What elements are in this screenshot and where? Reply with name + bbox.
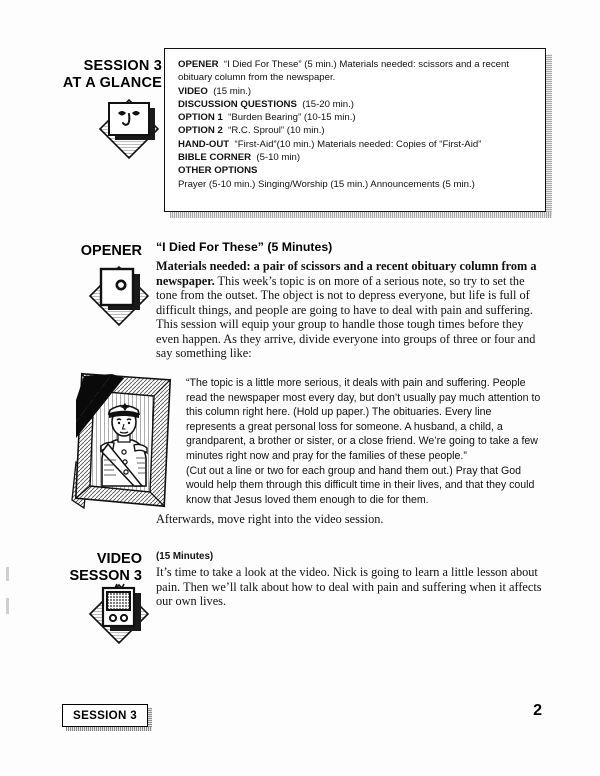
at-a-glance-item-label: OPTION 2	[178, 125, 223, 137]
at-a-glance-item	[178, 111, 536, 124]
at-a-glance-item	[178, 164, 536, 177]
at-a-glance-list	[178, 58, 536, 191]
at-a-glance-item	[178, 178, 536, 191]
at-a-glance-item-label: OPENER	[178, 59, 219, 70]
page-hole-diamond-icon	[86, 263, 156, 329]
at-a-glance-item-label: BIBLE CORNER	[178, 152, 252, 164]
opener-heading: OPENER	[80, 243, 142, 259]
footer-session-box	[62, 704, 148, 727]
at-a-glance-heading-line1: SESSION 3	[83, 58, 162, 74]
framed-portrait-illustration	[68, 366, 180, 514]
video-heading-line1: VIDEO	[96, 551, 142, 567]
opener-materials-lead: Materials needed: a pair of scissors and a recent obituary column from a newspaper.	[156, 259, 537, 288]
at-a-glance-item-label: DISCUSSION QUESTIONS	[178, 98, 297, 110]
quote-paragraph-2: (Cut out a line or two for each group and hand them out.) Pray that God would help them through this difficult time in their lives, and that they could know that Jesus loved them enough to die for them.	[186, 464, 535, 506]
at-a-glance-item	[178, 98, 536, 111]
footer-box-shadow-bottom	[66, 727, 152, 731]
at-a-glance-item-text: (5-10 min)	[256, 152, 301, 164]
opener-closing-line: Afterwards, move right into the video session.	[156, 512, 384, 526]
face-diamond-icon	[96, 96, 166, 162]
at-a-glance-item-text: (15-20 min.)	[302, 98, 354, 110]
opener-quote-block	[186, 376, 544, 507]
video-duration: (15 Minutes)	[156, 551, 214, 562]
at-a-glance-item-text: Prayer (5-10 min.) Singing/Worship (15 min.) Announcements (5 min.)	[178, 178, 475, 190]
scan-artifact	[6, 567, 9, 581]
at-a-glance-heading	[56, 58, 162, 92]
at-a-glance-item-label: HAND-OUT	[178, 138, 230, 150]
panel-shadow-right	[546, 54, 552, 218]
page-number: 2	[533, 702, 542, 719]
at-a-glance-item-text: “I Died For These” (5 min.) Materials needed: scissors and a recent obituary column from the newspaper.	[178, 59, 509, 84]
at-a-glance-item	[178, 151, 536, 164]
at-a-glance-heading-line2: AT A GLANCE	[62, 75, 162, 91]
at-a-glance-item-label: OPTION 1	[178, 112, 223, 124]
at-a-glance-item-text: “R.C. Sproul” (10 min.)	[228, 125, 325, 137]
at-a-glance-item	[178, 124, 536, 137]
at-a-glance-item-label: VIDEO	[178, 85, 208, 97]
video-heading-line2: SESSON 3	[69, 568, 142, 584]
at-a-glance-item-text: “Burden Bearing” (10-15 min.)	[228, 112, 356, 124]
opener-body	[156, 259, 548, 361]
at-a-glance-item	[178, 138, 536, 151]
footer-session-label: SESSION 3	[73, 709, 137, 722]
at-a-glance-item-label: OTHER OPTIONS	[178, 165, 258, 177]
video-body: It’s time to take a look at the video. Nick is going to learn a little lesson about pain. Then we’ll talk about how to deal with pain and suffering when it affects our own lives.	[156, 565, 542, 609]
at-a-glance-item-text: “First-Aid”(10 min.) Materials needed: Copies of “First-Aid”	[234, 138, 482, 150]
at-a-glance-item	[178, 85, 536, 98]
television-diamond-icon	[86, 581, 156, 647]
quote-paragraph-1: “The topic is a little more serious, it deals with pain and suffering. People read the newspaper most every day, but don’t usually pay much attention to this column right here. (Hold up paper.) The obituaries. Every line represents a great personal loss for someone. A husband, a child, a grandparent, a brother or sister, or a close friend. We’re going to take a few minutes right now and pray for the families of these people.”	[186, 377, 541, 462]
video-heading	[50, 551, 142, 585]
panel-shadow-bottom	[170, 212, 552, 218]
at-a-glance-item-text: (15 min.)	[213, 85, 252, 97]
at-a-glance-item	[178, 58, 536, 85]
opener-body-text: This week’s topic is on more of a serious note, so try to set the tone from the outset. The object is not to depress everyone, but life is full of difficult things, and people are going to have to deal with pain and suffering. This session will equip your group to handle those tough times before they even happen. As they arrive, divide everyone into groups of three or four and say something like:	[156, 273, 536, 361]
scan-artifact	[6, 598, 9, 614]
opener-title: “I Died For These” (5 Minutes)	[156, 240, 333, 254]
